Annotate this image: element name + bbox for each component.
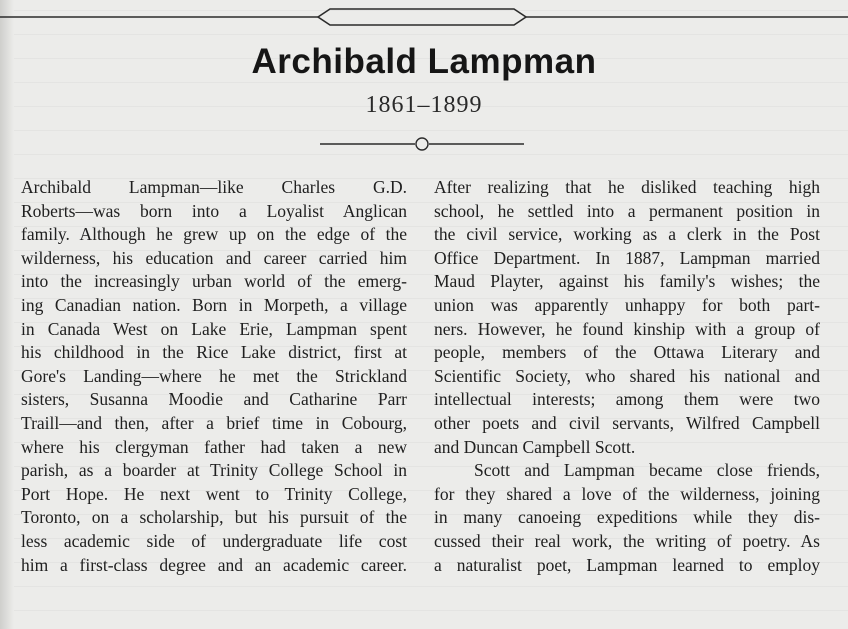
text-line: Roberts—was born into a Loyalist Anglican [21, 200, 407, 221]
text-line: After realizing that he disliked teaching high [434, 177, 820, 197]
life-years: 1861–1899 [365, 92, 483, 118]
text-line: him a first-class degree and an academic career. [21, 554, 407, 575]
right-column-text [434, 176, 820, 577]
text-line: where his clergyman father had taken a new [21, 436, 407, 457]
title-divider-ornament [0, 134, 848, 154]
text-line: Scientific Society, who shared his national and [434, 365, 820, 386]
text-line: intellectual interests; among them were two [434, 389, 820, 410]
text-line: cussed their real work, the writing of poetry. As [434, 530, 820, 551]
text-line: in Canada West on Lake Erie, Lampman spent [21, 318, 407, 339]
text-line: Toronto, on a scholarship, but his pursuit of the [21, 507, 407, 528]
text-line: for they shared a love of the wilderness, joining [434, 483, 820, 504]
left-column-text [21, 176, 407, 577]
text-line: people, members of the Ottawa Literary and [434, 342, 820, 363]
text-line: a naturalist poet, Lampman learned to employ [434, 554, 820, 575]
top-ornament-rule [0, 0, 848, 30]
text-line: Archibald Lampman—like Charles G.D. [21, 177, 407, 197]
text-line: the civil service, working as a clerk in the Post [434, 224, 820, 245]
text-line: Gore's Landing—where he met the Strickland [21, 365, 407, 386]
text-line: Office Department. In 1887, Lampman married [434, 247, 820, 268]
text-line: ners. However, he found kinship with a group of [434, 318, 820, 339]
text-line: other poets and civil servants, Wilfred Campbell [434, 412, 820, 433]
text-line: ing Canadian nation. Born in Morpeth, a village [21, 294, 407, 315]
text-line: into the increasingly urban world of the emerg- [21, 271, 407, 292]
text-line: Port Hope. He next went to Trinity College, [21, 483, 407, 504]
text-line: his childhood in the Rice Lake district, first at [21, 342, 407, 363]
text-line: family. Although he grew up on the edge of the [21, 224, 407, 245]
text-line: Traill—and then, after a brief time in Cobourg, [21, 412, 407, 433]
text-line: wilderness, his education and career carried him [21, 247, 407, 268]
text-line: union was apparently unhappy for both part- [434, 294, 820, 315]
text-line: Maud Playter, against his family's wishes; the [434, 271, 820, 292]
text-line: parish, as a boarder at Trinity College School in [21, 460, 407, 481]
text-line: less academic side of undergraduate life cost [21, 530, 407, 551]
page-title: Archibald Lampman [251, 42, 597, 81]
text-line: Scott and Lampman became close friends, [474, 460, 820, 481]
text-line: and Duncan Campbell Scott. [434, 436, 636, 457]
text-line: in many canoeing expeditions while they dis- [434, 507, 820, 528]
text-line: school, he settled into a permanent position in [434, 200, 820, 221]
text-line: sisters, Susanna Moodie and Catharine Parr [21, 389, 407, 410]
